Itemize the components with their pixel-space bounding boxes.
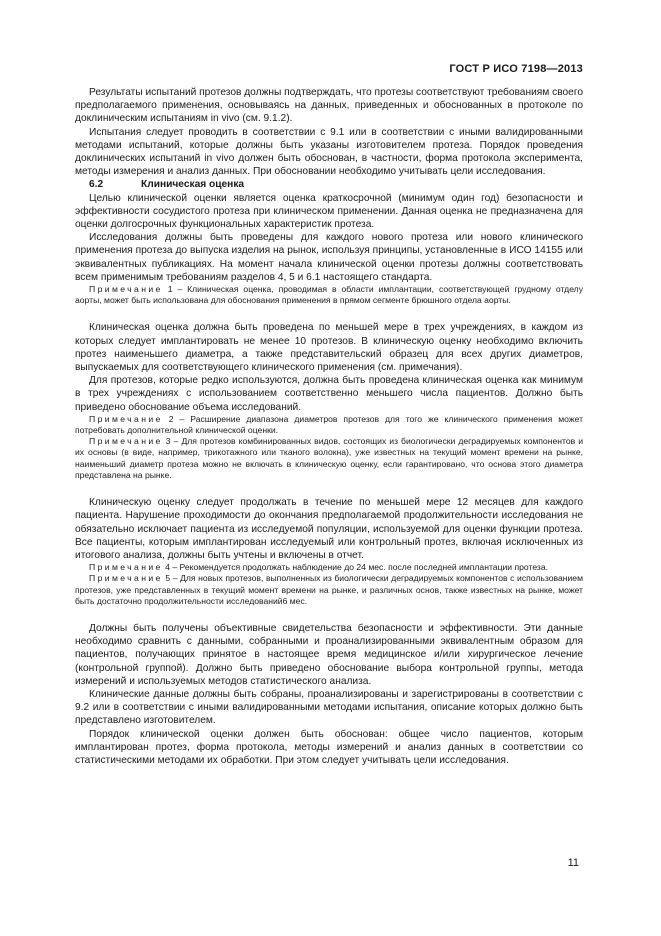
note-label: Примечание	[89, 284, 163, 295]
note-label: Примечание	[89, 413, 163, 424]
note	[75, 573, 583, 607]
note-number: 5	[165, 573, 171, 584]
note-text: – Расширение диапазона диаметров протезов для того же клинического применения может потребовать дополнительной клинической оценки.	[75, 413, 584, 436]
note-number: 3	[165, 436, 171, 447]
paragraph: Испытания следует проводить в соответствии с 9.1 или в соответствии с иными валидированными методами испытаний, которые должны быть указаны изготовителем протеза. Порядок проведения доклинических испытаний in vivo должен быть обоснован, в частности, форма протокола эксперимента, методы измерения и анализ данных. При обосновании необходимо учитывать цели исследования.	[75, 126, 583, 178]
spacer	[75, 306, 583, 321]
section-heading	[75, 178, 583, 191]
paragraph: Порядок клинической оценки должен быть обоснован: общее число пациентов, которым имплантирован протез, форма протокола, методы измерений и анализ данных в соответствии со статистическими методами их обработки. При этом следует учитывать цели исследования.	[75, 728, 583, 766]
spacer	[75, 481, 583, 496]
paragraph: Целью клинической оценки является оценка краткосрочной (минимум один год) безопасности и эффективности сосудистого протеза при клиническом применении. Данная оценка не предназначена для оценки долгосрочных функциональных характеристик протеза.	[75, 192, 583, 231]
note-number: 1	[167, 284, 173, 295]
document-number: ГОСТ Р ИСО 7198—2013	[449, 63, 583, 75]
spacer	[75, 607, 583, 622]
note	[75, 436, 583, 481]
section-title: Клиническая оценка	[141, 179, 245, 191]
page-number: 11	[567, 857, 579, 869]
note-label: Примечание	[89, 573, 163, 584]
note-text: – Для протезов комбинированных видов, состоящих из биологически деградируемых компонентов и их основы (в виде, например, трикотажного или тканого волокна), уже известных на текущий момент времени на рынке, наименьший диаметр протеза можно не включать в клиническую оценку, если гарантировано, что основа этого диаметра представлена на рынке.	[75, 436, 584, 480]
paragraph: Исследования должны быть проведены для каждого нового протеза или нового клинического применения протеза до выпуска изделия на рынок, используя принципы, установленные в ИСО 14155 или эквивалентных публикациях. На момент начала клинической оценки протезы должны соответствовать всем применимым требованиям разделов 4, 5 и 6.1 настоящего стандарта.	[75, 232, 583, 283]
note-text: – Для новых протезов, выполненных из биологически деградируемых компонентов с использованием протезов, уже представленных в текущий момент времени на рынке, и различных основ, также известных на рынке, может быть достаточно продолжительности исследований6 мес.	[75, 573, 583, 606]
paragraph: Клинические данные должны быть собраны, проанализированы и зарегистрированы в соответствии с 9.2 или в соответствии с иными валидированными методами испытания, описание которых должно быть представлено изготовителем.	[75, 688, 583, 727]
paragraph: Клиническая оценка должна быть проведена по меньшей мере в трех учреждениях, в каждом из которых следует имплантировать не менее 10 протезов. В клиническую оценку необходимо включить протез наименьшего диаметра, а также представительский образец для всех других диаметров, выпускаемых для соответствующего клинического применения (см. примечания).	[75, 322, 583, 374]
document-body	[75, 86, 583, 767]
paragraph: Результаты испытаний протезов должны подтверждать, что протезы соответствуют требованиям своего предполагаемого применения, основываясь на данных, приведенных и обоснованных в протоколе по доклиническим испытаниям in vivo (см. 9.1.2).	[75, 87, 584, 125]
note	[75, 562, 583, 573]
note-number: 4	[165, 562, 170, 573]
note	[75, 284, 583, 306]
note-text: – Клиническая оценка, проводимая в области имплантации, соответствующей грудному отделу аорты, может быть использована для обоснования применения в прямом сегменте брюшного отдела аорты.	[75, 284, 583, 306]
note-label: Примечание	[89, 436, 163, 447]
paragraph: Для протезов, которые редко используются, должна быть проведена клиническая оценка как минимум в трех учреждениях с использованием соответственно меньшего числа пациентов. Должно быть приведено обоснование объема исследований.	[75, 375, 583, 413]
note-text: – Рекомендуется продолжать наблюдение до 24 мес. после последней имплантации протеза.	[172, 562, 549, 573]
paragraph: Клиническую оценку следует продолжать в течение по меньшей мере 12 месяцев для каждого пациента. Нарушение проходимости до окончания предполагаемой продолжительности исследования не обязательно исключает пациента из исследуемой популяции, используемой для оценки функции протеза. Все пациенты, которым имплантирован исследуемый или контрольный протез, включая исключенных из итогового анализа, должны быть учтены и включены в отчет.	[75, 497, 583, 561]
note-number: 2	[168, 413, 174, 424]
note	[75, 414, 583, 436]
paragraph: Должны быть получены объективные свидетельства безопасности и эффективности. Эти данные необходимо сравнить с данными, собранными и проанализированными эквивалентным образом для пациентов, получающих принятое в настоящее время медицинское и/или хирургическое лечение (контрольной группой). Должно быть приведено обоснование выбора контрольной группы, метода измерений и используемых методов статистического анализа.	[75, 622, 583, 687]
note-label: Примечание	[89, 562, 163, 573]
section-number: 6.2	[89, 179, 104, 191]
